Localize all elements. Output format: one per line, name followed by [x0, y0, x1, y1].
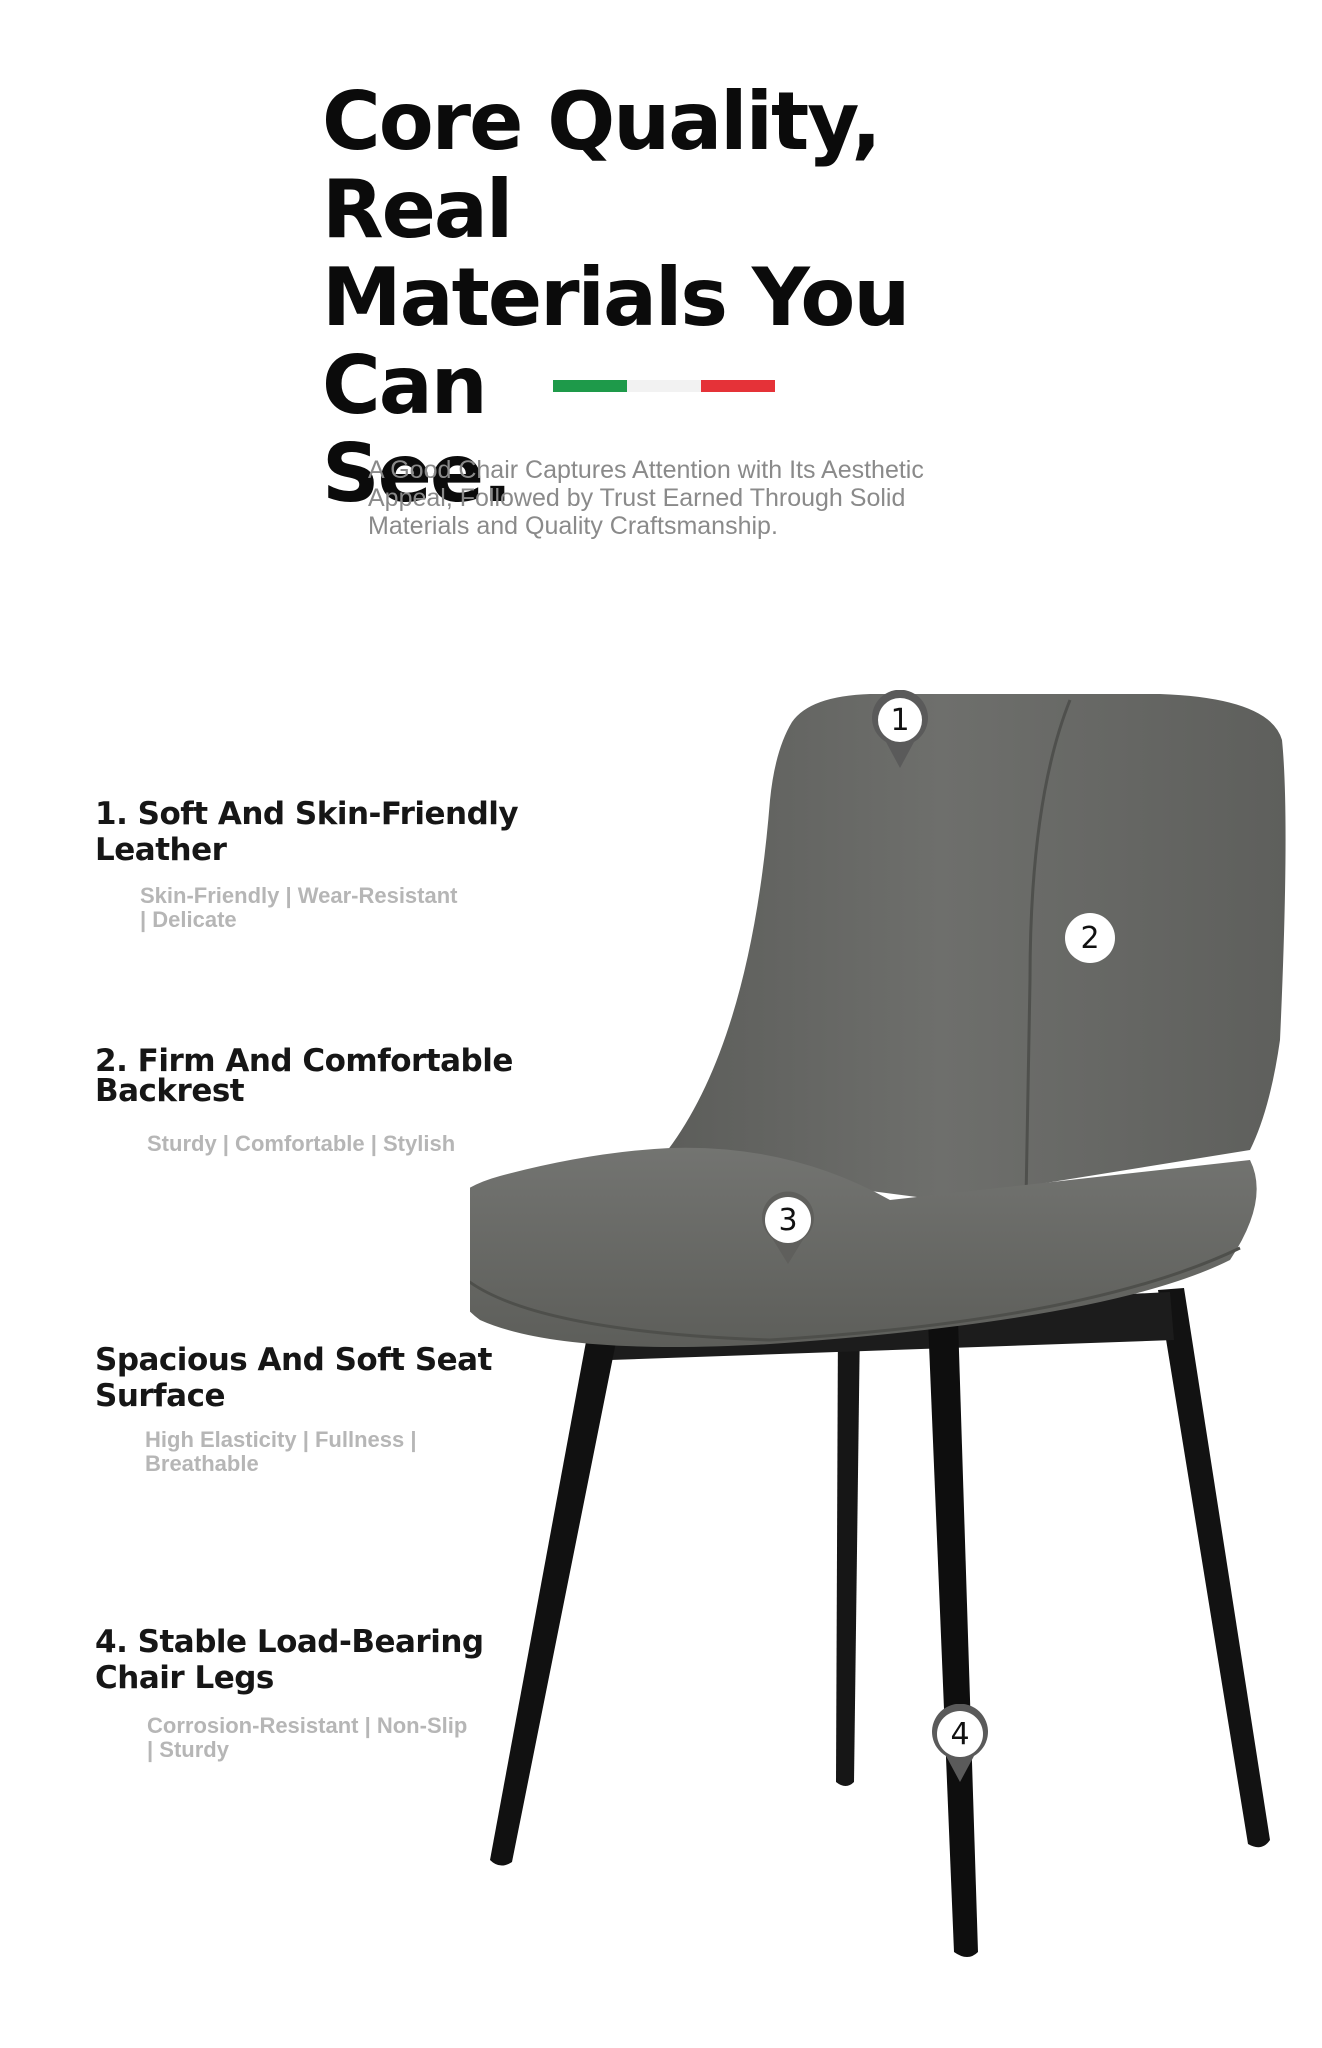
marker-4-pin	[928, 1704, 992, 1784]
feature-title-line: Surface	[95, 1378, 225, 1414]
feature-title	[95, 796, 535, 868]
marker-number: 3	[778, 1202, 798, 1238]
feature-title	[95, 1342, 535, 1414]
feature-tag-line: Breathable	[145, 1451, 259, 1476]
intro-line: Materials and Quality Craftsmanship.	[368, 512, 778, 540]
feature-title-line: 2. Firm And Comfortable	[95, 1043, 513, 1079]
feature-tag-line: Sturdy | Comfortable | Stylish	[147, 1131, 456, 1156]
feature-title-line: 4. Stable Load-Bearing	[95, 1624, 484, 1660]
flag-green-stripe	[553, 380, 627, 392]
flag-red-stripe	[701, 380, 775, 392]
feature-tags	[147, 1714, 487, 1762]
intro-line: A Good Chair Captures Attention with Its Aesthetic	[368, 456, 924, 484]
marker-number: 4	[950, 1716, 970, 1752]
marker-3-pin	[756, 1190, 820, 1270]
feature-title-line: 1. Soft And Skin-Friendly	[95, 796, 519, 832]
back-leg-left	[836, 1320, 860, 1786]
feature-leather	[95, 796, 535, 932]
feature-title-line: Backrest	[95, 1073, 245, 1109]
flag-white-stripe	[627, 380, 701, 392]
chair-backrest	[660, 694, 1286, 1200]
front-leg-right	[928, 1320, 978, 1957]
feature-tag-line: Corrosion-Resistant | Non-Slip	[147, 1713, 468, 1738]
feature-tags	[145, 1428, 485, 1476]
feature-seat	[95, 1342, 535, 1476]
feature-backrest	[95, 1043, 535, 1156]
feature-title-line: Chair Legs	[95, 1660, 274, 1696]
italian-flag-divider	[553, 380, 775, 392]
feature-tag-line: Skin-Friendly | Wear-Resistant	[140, 883, 458, 908]
front-leg-left	[490, 1320, 620, 1866]
feature-title-line: Leather	[95, 832, 227, 868]
feature-tags	[147, 1132, 487, 1156]
feature-tags	[140, 884, 480, 932]
feature-tag-line: | Delicate	[140, 907, 237, 932]
feature-title	[95, 1043, 535, 1109]
feature-legs	[95, 1624, 535, 1762]
feature-title	[95, 1624, 535, 1696]
marker-2-badge	[1058, 906, 1122, 986]
marker-1-pin	[868, 690, 932, 770]
chair-illustration	[470, 680, 1322, 1980]
back-leg-right	[1158, 1288, 1270, 1847]
intro-paragraph	[368, 456, 988, 540]
headline-line: Core Quality, Real	[322, 75, 880, 256]
page-headline	[322, 75, 1022, 520]
headline-line: See.	[322, 427, 511, 520]
feature-title-line: Spacious And Soft Seat	[95, 1342, 492, 1378]
marker-number: 2	[1080, 920, 1100, 956]
marker-number: 1	[890, 702, 910, 738]
feature-tag-line: High Elasticity | Fullness |	[145, 1427, 417, 1452]
intro-line: Appeal, Followed by Trust Earned Through Solid	[368, 484, 906, 512]
headline-line: Materials You Can	[322, 251, 909, 432]
feature-tag-line: | Sturdy	[147, 1737, 229, 1762]
